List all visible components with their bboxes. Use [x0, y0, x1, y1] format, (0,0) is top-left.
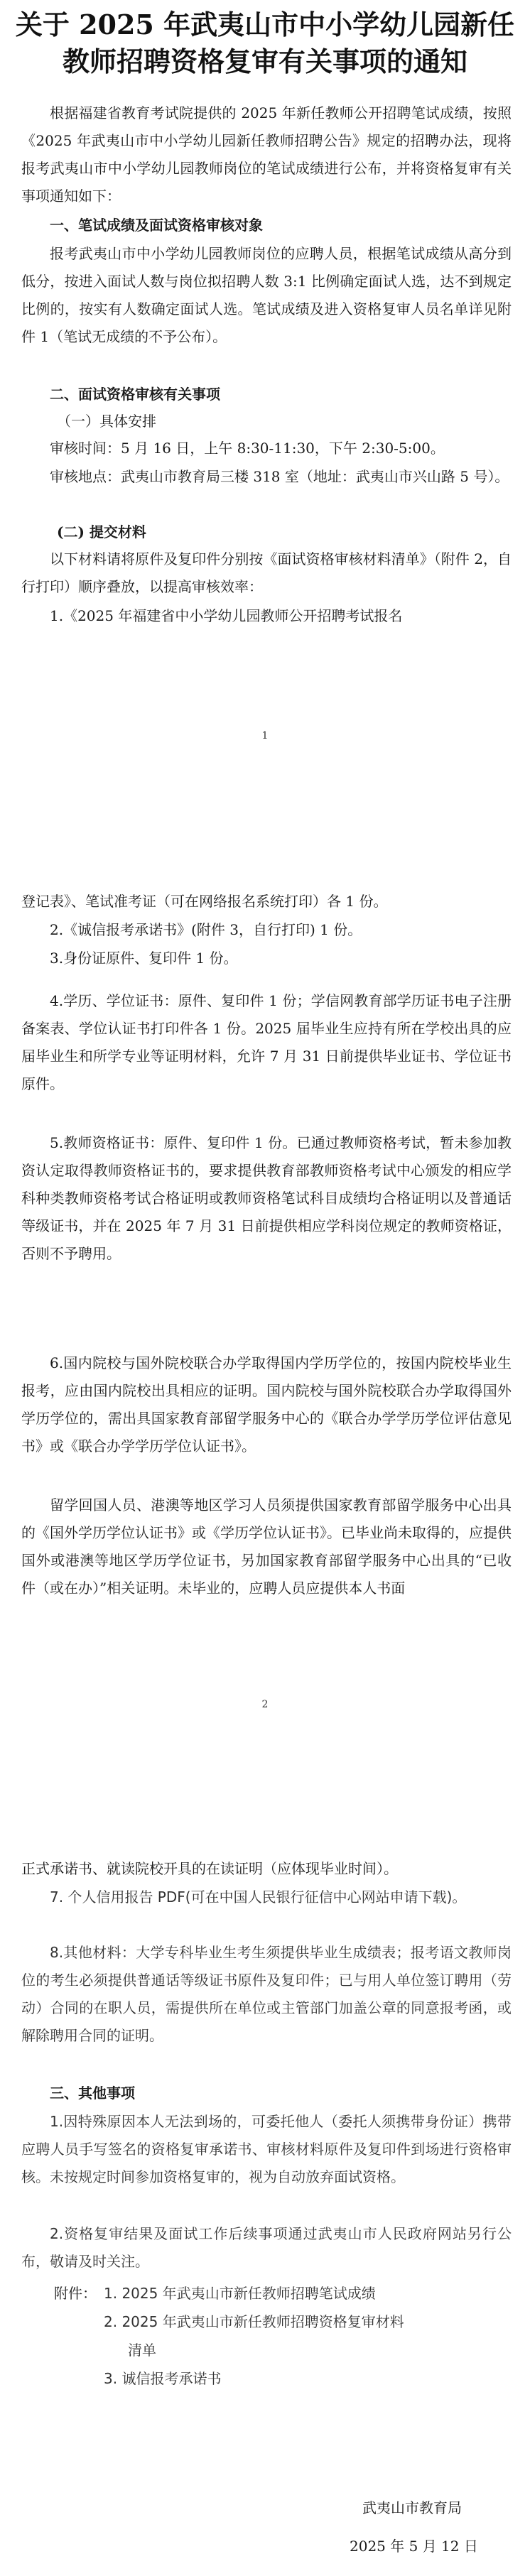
material-item-2: 2.《诚信报考承诺书》(附件 3，自行打印) 1 份。: [50, 921, 362, 938]
material-item-4: 4.学历、学位证书：原件、复印件 1 份；学信网教育部学历证书电子注册备案表、学位认证书打印件各 1 份。2025 届毕业生应持有所在学校出具的应届毕业生和所学专业等证明材料，允许 7 月 31 日前提供毕业证书、学位证书原件。: [21, 992, 512, 1092]
material-item-7: 7. 个人信用报告 PDF(可在中国人民银行征信中心网站申请下载)。: [50, 1888, 467, 1906]
review-time: 审核时间：5 月 16 日，上午 8:30-11:30，下午 2:30-5:00。: [50, 440, 445, 457]
materials-intro: 以下材料请将原件及复印件分别按《面试资格审核材料清单》（附件 2，自行打印）顺序叠放，以提高审核效率：: [21, 550, 512, 595]
material-item-6-continued: 正式承诺书、就读院校开具的在读证明（应体现毕业时间）。: [21, 1860, 398, 1877]
material-item-6-overseas: 留学回国人员、港澳等地区学习人员须提供国家教育部留学服务中心出具的《国外学历学位认证书》或《学历学位认证书》。已毕业尚未取得的，应提供国外或港澳等地区学历学位证书，另加国家教育部留学服务中心出具的“已收件（或在办）”相关证明。未毕业的，应聘人员应提供本人书面: [21, 1496, 512, 1597]
subsection-materials-heading: (二) 提交材料: [57, 523, 146, 540]
section-3-heading: 三、其他事项: [50, 2085, 135, 2102]
section-2-heading: 二、面试资格审核有关事项: [50, 386, 220, 403]
page-number-2: 2: [261, 1699, 269, 1710]
attachment-2: 2. 2025 年武夷山市新任教师招聘资格复审材料: [104, 2313, 404, 2330]
material-item-6: 6.国内院校与国外院校联合办学取得国内学历学位的，按国内院校毕业生报考，应由国内院校出具相应的证明。国内院校与国外院校联合办学取得国外学历学位的，需出具国家教育部留学服务中心的《联合办学学历学位评估意见书》或《联合办学学历学位认证书》。: [21, 1354, 512, 1455]
title-line-2: 教师招聘资格复审有关事项的通知: [62, 45, 467, 77]
signature-date: 2025 年 5 月 12 日: [350, 2538, 478, 2555]
attachment-3: 3. 诚信报考承诺书: [104, 2370, 222, 2387]
attachment-1: 1. 2025 年武夷山市新任教师招聘笔试成绩: [104, 2285, 376, 2302]
section-1-heading: 一、笔试成绩及面试资格审核对象: [50, 217, 263, 234]
material-item-1-part-b: 登记表》、笔试准考证（可在网络报名系统打印）各 1 份。: [21, 893, 388, 910]
attachment-2-continued: 清单: [128, 2342, 156, 2359]
section-1-text: 报考武夷山市中小学幼儿园教师岗位的应聘人员，根据笔试成绩从高分到低分，按进入面试人数与岗位拟招聘人数 3:1 比例确定面试人选，达不到规定比例的，按实有人数确定面试人选。笔试成绩及进入资格复审人员名单详见附件 1（笔试无成绩的不予公布）。: [21, 245, 512, 345]
material-item-5: 5.教师资格证书：原件、复印件 1 份。已通过教师资格考试，暂未参加教资认定取得教师资格证书的，要求提供教育部教师资格考试中心颁发的相应学科种类教师资格考试合格证明或教师资格笔试科目成绩均合格证明以及普通话等级证书，并在 2025 年 7 月 31 日前提供相应学科岗位规定的教师资格证，否则不予聘用。: [21, 1134, 512, 1262]
other-item-1: 1.因特殊原因本人无法到场的，可委托他人（委托人须携带身份证）携带应聘人员手写签名的资格复审承诺书、审核材料原件及复印件到场进行资格审核。未按规定时间参加资格复审的，视为自动放弃面试资格。: [21, 2113, 512, 2185]
review-place: 审核地点：武夷山市教育局三楼 318 室（地址：武夷山市兴山路 5 号）。: [50, 468, 509, 485]
attachments-label: 附件：: [54, 2285, 97, 2302]
intro-paragraph: 根据福建省教育考试院提供的 2025 年新任教师公开招聘笔试成绩，按照《2025 年武夷山市中小学幼儿园新任教师招聘公告》规定的招聘办法，现将报考武夷山市中小学幼儿园教师岗位的笔试成绩进行公布，并将资格复审有关事项通知如下：: [21, 104, 512, 205]
page-number-1: 1: [261, 730, 269, 741]
material-item-3: 3.身份证原件、复印件 1 份。: [50, 950, 238, 967]
other-item-2: 2.资格复审结果及面试工作后续事项通过武夷山市人民政府网站另行公布，敬请及时关注。: [21, 2225, 512, 2270]
material-item-8: 8.其他材料：大学专科毕业生考生须提供毕业生成绩表；报考语文教师岗位的考生必须提供普通话等级证书原件及复印件；已与用人单位签订聘用（劳动）合同的在职人员，需提供所在单位或主管部门加盖公章的同意报考函，或解除聘用合同的证明。: [21, 1944, 512, 2044]
signature-org: 武夷山市教育局: [362, 2499, 462, 2516]
material-item-1-part-a: 1.《2025 年福建省中小学幼儿园教师公开招聘考试报名: [50, 607, 403, 624]
subsection-schedule-heading: （一）具体安排: [57, 413, 156, 430]
title-line-1: 关于 2025 年武夷山市中小学幼儿园新任: [15, 9, 515, 40]
